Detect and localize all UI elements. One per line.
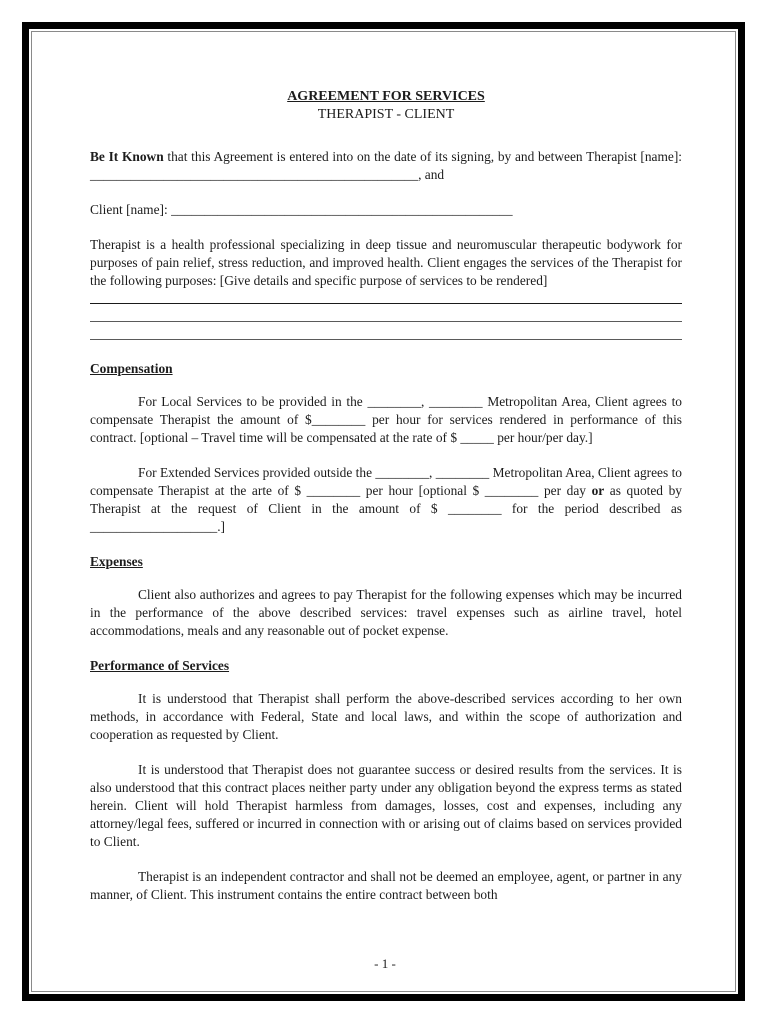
compensation-extended-paragraph: [90, 464, 682, 536]
fill-in-lines: [90, 303, 682, 340]
expenses-paragraph: Client also authorizes and agrees to pay Therapist for the following expenses which may be incurred in the performance of the above described services: travel expenses such as airline travel, hotel accommodations, meals and any reasonable out of pocket expense.: [90, 587, 682, 638]
section-heading-expenses: Expenses: [90, 554, 143, 569]
compensation-local-paragraph: For Local Services to be provided in the ________, ________ Metropolitan Area, Client agrees to compensate Therapist the amount of $________ per hour for services rendered in performance of this contract. [optional – Travel time will be compensated at the rate of $ _____ per hour/per day.]: [90, 394, 682, 445]
section-heading-compensation: Compensation: [90, 361, 173, 376]
client-name-line: Client [name]: ___________________________________________________: [90, 202, 513, 217]
intro-lead-text: that this Agreement is entered into on the date of its signing, by and between Therapist [name]: _________________________________________________, and: [90, 149, 683, 182]
section-heading-performance: Performance of Services: [90, 658, 230, 673]
extended-text-1: For Extended Services provided outside the ________, ________ Metropolitan Area, Client agrees to compensate Therapist at the arte of $ ________ per hour [optional $ ________ per day: [90, 465, 682, 498]
description-paragraph: Therapist is a health professional specializing in deep tissue and neuromuscular therapeutic bodywork for purposes of pain relief, stress reduction, and improved health. Client engages the services of the Therapist for the following purposes: [Give details and specific purpose of services to be rendered]: [90, 237, 682, 288]
blank-line: [90, 339, 682, 340]
extended-bold-or: or: [591, 483, 605, 498]
intro-paragraph: [90, 148, 682, 184]
performance-paragraph-1: It is understood that Therapist shall perform the above-described services according to her own methods, in accordance with Federal, State and local laws, and within the scope of authorization and cooperation as requested by Client.: [90, 691, 682, 742]
document-body: [90, 88, 682, 921]
performance-paragraph-3: Therapist is an independent contractor and shall not be deemed an employee, agent, or partner in any manner, of Client. This instrument contains the entire contract between both: [90, 869, 682, 902]
document-subtitle: THERAPIST - CLIENT: [317, 107, 455, 122]
blank-line: [90, 303, 682, 304]
intro-lead-bold: Be It Known: [90, 149, 164, 164]
page-number: - 1 -: [374, 956, 396, 971]
extended-text-2: as quoted by Therapist at the request of Client in the amount of $ ________ for the period described as ___________________.]: [90, 483, 682, 534]
performance-paragraph-2: It is understood that Therapist does not guarantee success or desired results from the services. It is also understood that this contract places neither party under any obligation beyond the express terms as stated herein. Client will hold Therapist harmless from damages, losses, cost and expenses, including any attorney/legal fees, suffered or incurred in connection with or arising out of claims based on services provided to Client.: [90, 762, 682, 849]
document-title: AGREEMENT FOR SERVICES: [287, 89, 485, 104]
blank-line: [90, 321, 682, 322]
